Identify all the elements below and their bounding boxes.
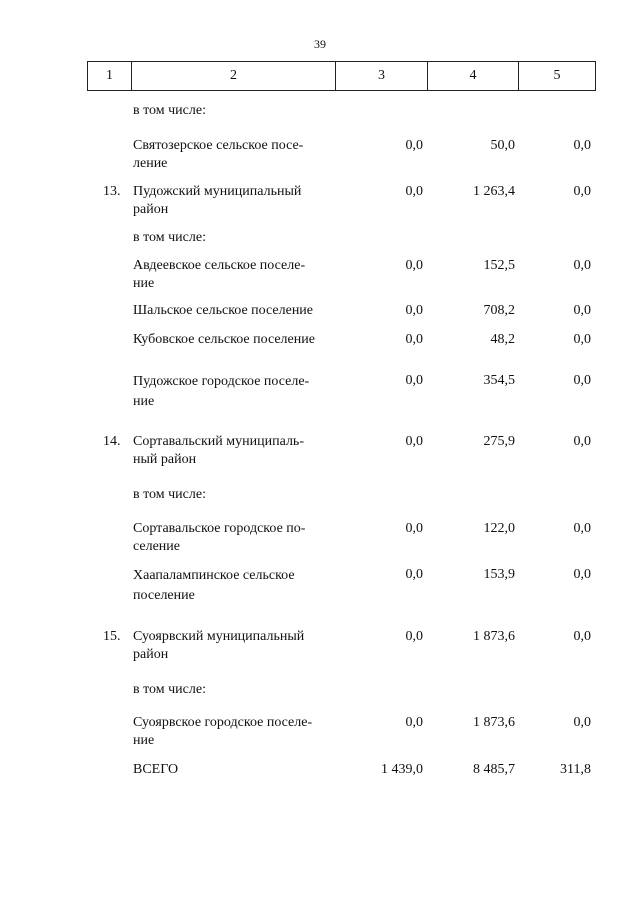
column-header-table <box>87 61 596 91</box>
header-col-5: 5 <box>519 62 596 91</box>
row-col5: 0,0 <box>573 332 591 347</box>
row-name: в том числе: <box>133 230 206 245</box>
row-name: Пудожское городское поселе- ние <box>133 374 310 409</box>
row-col3: 0,0 <box>405 521 423 536</box>
column-header-row <box>88 62 596 91</box>
row-number: 15. <box>103 629 121 644</box>
row-col5: 0,0 <box>573 258 591 273</box>
row-number: 13. <box>103 184 121 199</box>
row-name: в том числе: <box>133 487 206 502</box>
row-col5: 0,0 <box>573 303 591 318</box>
row-col3: 0,0 <box>405 303 423 318</box>
header-col-2: 2 <box>132 62 336 91</box>
row-name: Кубовское сельское поселение <box>133 332 315 347</box>
row-name: Пудожский муниципальный район <box>133 184 302 217</box>
row-col4: 708,2 <box>483 303 515 318</box>
row-col3: 0,0 <box>405 184 423 199</box>
row-col5: 0,0 <box>573 715 591 730</box>
row-col4: 50,0 <box>490 138 515 153</box>
row-col4: 48,2 <box>490 332 515 347</box>
row-name: Суоярвский муниципальный район <box>133 629 305 662</box>
row-col5: 0,0 <box>573 138 591 153</box>
row-name: Суоярвское городское поселе- ние <box>133 715 313 748</box>
row-name: Авдеевское сельское поселе- ние <box>133 258 306 291</box>
row-col4: 354,5 <box>483 373 515 388</box>
row-col4: 275,9 <box>483 434 515 449</box>
row-col5: 0,0 <box>573 567 591 582</box>
header-col-1: 1 <box>88 62 132 91</box>
row-col5: 0,0 <box>573 373 591 388</box>
row-name: ВСЕГО <box>133 762 179 777</box>
row-col4: 1 263,4 <box>473 184 515 199</box>
row-col4: 152,5 <box>483 258 515 273</box>
row-col4: 8 485,7 <box>473 762 515 777</box>
row-name: Шальское сельское поселение <box>133 303 314 318</box>
row-col3: 0,0 <box>405 715 423 730</box>
row-col3: 0,0 <box>405 629 423 644</box>
row-col3: 0,0 <box>405 332 423 347</box>
row-name: Сортавальский муниципаль- ный район <box>133 434 304 467</box>
row-col3: 0,0 <box>405 258 423 273</box>
row-col4: 1 873,6 <box>473 629 515 644</box>
row-name: в том числе: <box>133 682 206 697</box>
row-name: Хаапалампинское сельское поселение <box>133 568 295 603</box>
row-col3: 0,0 <box>405 434 423 449</box>
row-col5: 311,8 <box>560 762 591 777</box>
row-col5: 0,0 <box>573 434 591 449</box>
row-col4: 122,0 <box>483 521 515 536</box>
row-col3: 0,0 <box>405 373 423 388</box>
row-col4: 153,9 <box>483 567 515 582</box>
row-col5: 0,0 <box>573 184 591 199</box>
row-name: Сортавальское городское по- селение <box>133 521 306 554</box>
row-number: 14. <box>103 434 121 449</box>
row-col3: 0,0 <box>405 138 423 153</box>
row-col3: 1 439,0 <box>381 762 423 777</box>
header-col-3: 3 <box>336 62 428 91</box>
row-col3: 0,0 <box>405 567 423 582</box>
row-col5: 0,0 <box>573 521 591 536</box>
row-col4: 1 873,6 <box>473 715 515 730</box>
row-col5: 0,0 <box>573 629 591 644</box>
row-name: в том числе: <box>133 103 206 118</box>
page-number: 39 <box>314 37 326 51</box>
row-name: Святозерское сельское посе- ление <box>133 138 304 171</box>
header-col-4: 4 <box>428 62 519 91</box>
